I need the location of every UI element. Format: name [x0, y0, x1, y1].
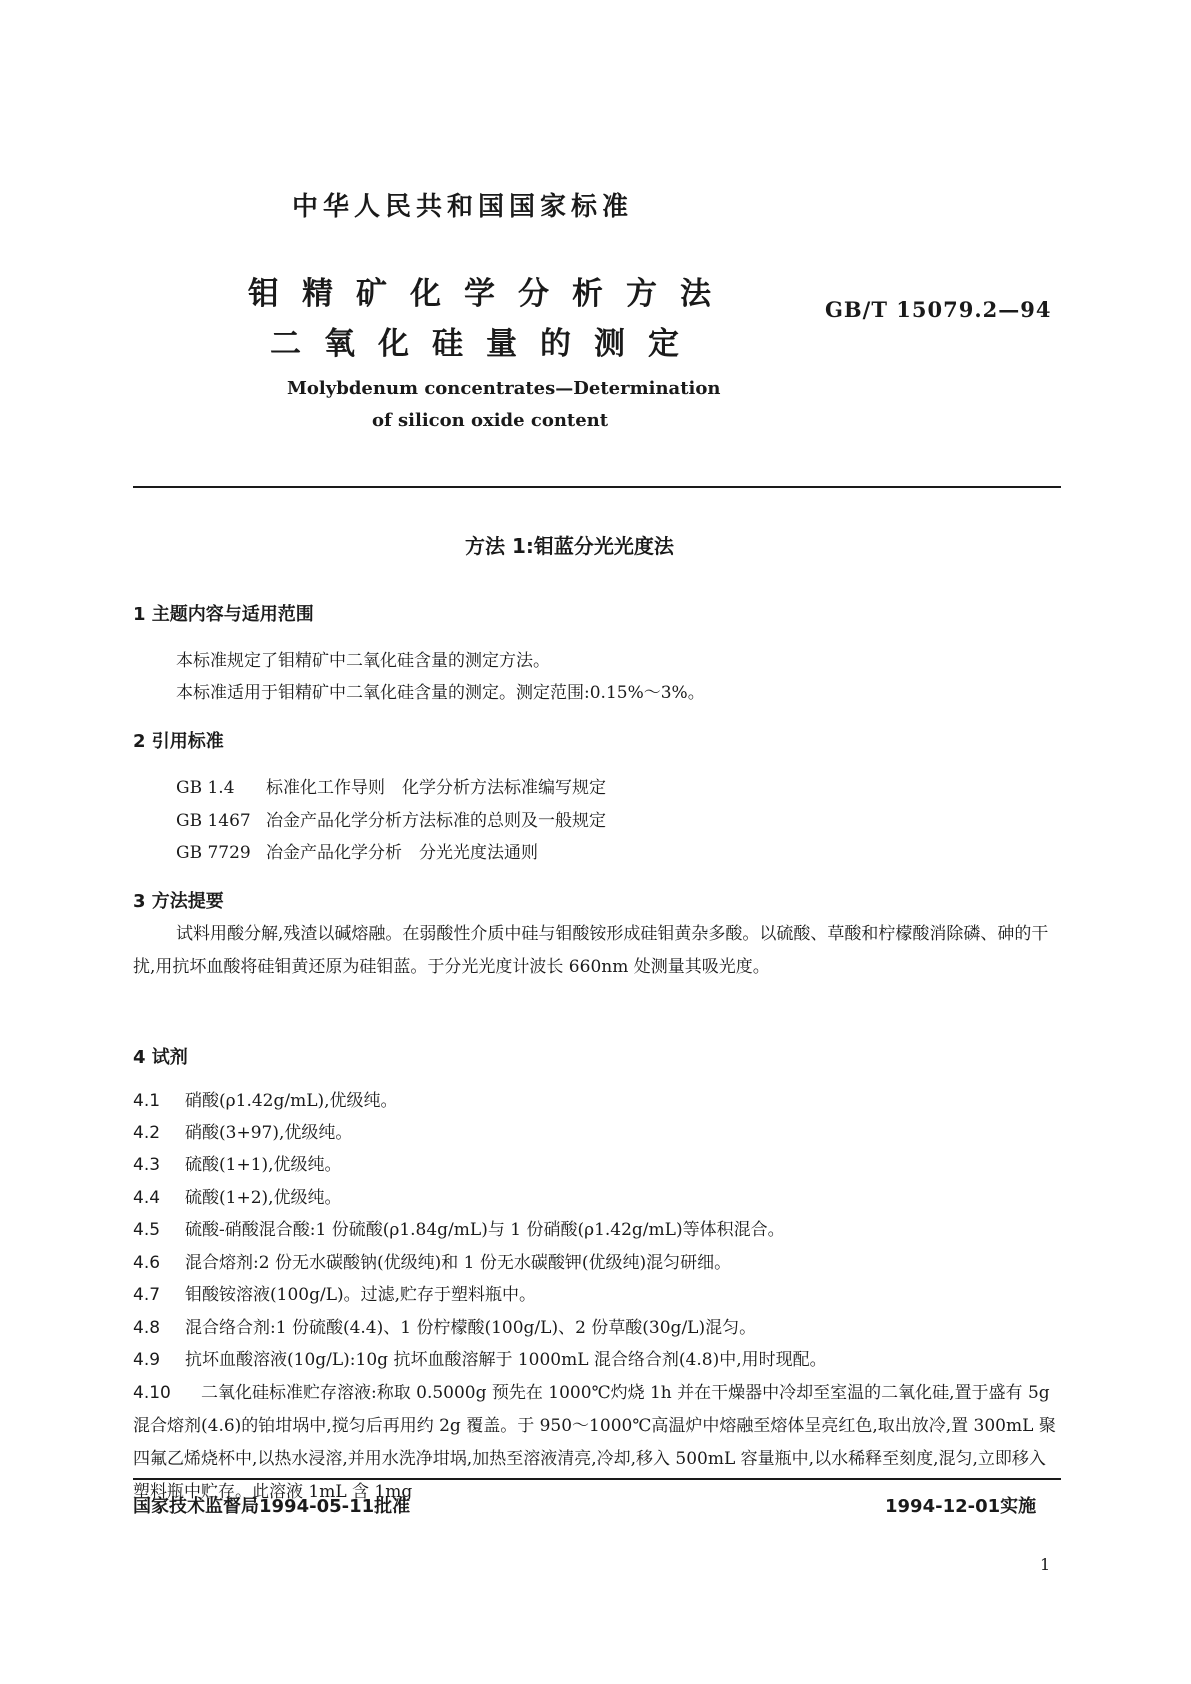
reagent-number: 4.2: [133, 1123, 161, 1143]
reagent-number: 4.1: [133, 1091, 161, 1111]
section-1-paragraph-1: 本标准规定了钼精矿中二氧化硅含量的测定方法。: [176, 651, 550, 671]
reference-item: [176, 773, 606, 798]
reagent-item: [133, 1313, 756, 1338]
reference-item: [176, 838, 538, 863]
section-1-heading: 1 主题内容与适用范围: [133, 604, 314, 625]
reagent-number: 4.4: [133, 1188, 161, 1208]
reference-code: GB 7729: [176, 843, 251, 863]
national-standard-heading: 中华人民共和国国家标准: [292, 192, 634, 222]
standard-number: GB/T 15079.2—94: [825, 297, 1052, 322]
section-3-body: 试料用酸分解,残渣以碱熔融。在弱酸性介质中硅与钼酸铵形成硅钼黄杂多酸。以硫酸、草酸和柠檬酸消除磷、砷的干扰,用抗坏血酸将硅钼黄还原为硅钼蓝。于分光光度计波长 660nm 处测量其吸光度。: [133, 924, 1049, 977]
chinese-title-line-2: 二氧化硅量的测定: [270, 326, 702, 362]
header-divider: [133, 486, 1061, 488]
reagent-number: 4.7: [133, 1285, 161, 1305]
reagent-item: [133, 1183, 342, 1208]
section-1-paragraph-2: 本标准适用于钼精矿中二氧化硅含量的测定。测定范围:0.15%～3%。: [176, 683, 705, 703]
section-3-heading: 3 方法提要: [133, 891, 224, 912]
english-title-line-2: of silicon oxide content: [372, 410, 609, 431]
approval-date: 国家技术监督局1994-05-11批准: [133, 1496, 411, 1517]
reagent-text: 硫酸(1+1),优级纯。: [185, 1155, 342, 1175]
section-4-heading: 4 试剂: [133, 1047, 188, 1068]
reagent-text: 抗坏血酸溶液(10g/L):10g 抗坏血酸溶解于 1000mL 混合络合剂(4.8)中,用时现配。: [185, 1350, 827, 1370]
method-title: 方法 1:钼蓝分光光度法: [465, 534, 674, 558]
page-number: 1: [1040, 1555, 1051, 1574]
reagent-text: 硫酸(1+2),优级纯。: [185, 1188, 342, 1208]
reagent-text: 硝酸(3+97),优级纯。: [185, 1123, 353, 1143]
footer-divider: [133, 1478, 1061, 1480]
reagent-number: 4.5: [133, 1220, 161, 1240]
reference-title: 冶金产品化学分析 分光光度法通则: [266, 843, 538, 863]
reagent-text: 混合络合剂:1 份硫酸(4.4)、1 份柠檬酸(100g/L)、2 份草酸(30g/L)混匀。: [185, 1318, 757, 1338]
english-title-line-1: Molybdenum concentrates—Determination: [287, 378, 721, 399]
implementation-date: 1994-12-01实施: [885, 1496, 1037, 1517]
reference-title: 标准化工作导则 化学分析方法标准编写规定: [266, 778, 606, 798]
reagent-text: 硫酸-硝酸混合酸:1 份硫酸(ρ1.84g/mL)与 1 份硝酸(ρ1.42g/mL)等体积混合。: [185, 1220, 785, 1240]
reagent-item: [133, 1248, 731, 1273]
reference-item: [176, 806, 606, 831]
reagent-item: [133, 1345, 827, 1370]
reagent-number: 4.3: [133, 1155, 161, 1175]
reagent-text: 混合熔剂:2 份无水碳酸钠(优级纯)和 1 份无水碳酸钾(优级纯)混匀研细。: [185, 1253, 732, 1273]
reagent-text: 钼酸铵溶液(100g/L)。过滤,贮存于塑料瓶中。: [185, 1285, 537, 1305]
reagent-item: [133, 1150, 342, 1175]
reagent-item: [133, 1118, 352, 1143]
chinese-title-line-1: 钼精矿化学分析方法: [248, 276, 734, 312]
reference-title: 冶金产品化学分析方法标准的总则及一般规定: [266, 811, 606, 831]
reference-code: GB 1.4: [176, 778, 235, 798]
reagent-item: [133, 1280, 536, 1305]
reagent-item: [133, 1215, 785, 1240]
reagent-number: 4.9: [133, 1350, 161, 1370]
section-2-heading: 2 引用标准: [133, 731, 224, 752]
reagent-number: 4.8: [133, 1318, 161, 1338]
reagent-item: [133, 1086, 398, 1111]
reagent-text: 硝酸(ρ1.42g/mL),优级纯。: [185, 1091, 398, 1111]
reagent-number: 4.6: [133, 1253, 161, 1273]
reagent-item: [133, 1377, 1061, 1509]
reagent-text: 二氧化硅标准贮存溶液:称取 0.5000g 预先在 1000℃灼烧 1h 并在干燥器中冷却至室温的二氧化硅,置于盛有 5g 混合熔剂(4.6)的铂坩埚中,搅匀后再用约 2g 覆盖。于 950～1000℃高温炉中熔融至熔体呈亮红色,取出放冷,置 300mL 聚四氟乙烯烧杯中,以热水浸溶,并用水洗净坩埚,加热至溶液清亮,冷却,移入 500mL 容量瓶中,以水稀释至刻度,混匀,立即移入塑料瓶中贮存。此溶液 1mL 含 1mg: [133, 1383, 1056, 1502]
reagent-number: 4.10: [133, 1383, 171, 1403]
reference-code: GB 1467: [176, 811, 251, 831]
